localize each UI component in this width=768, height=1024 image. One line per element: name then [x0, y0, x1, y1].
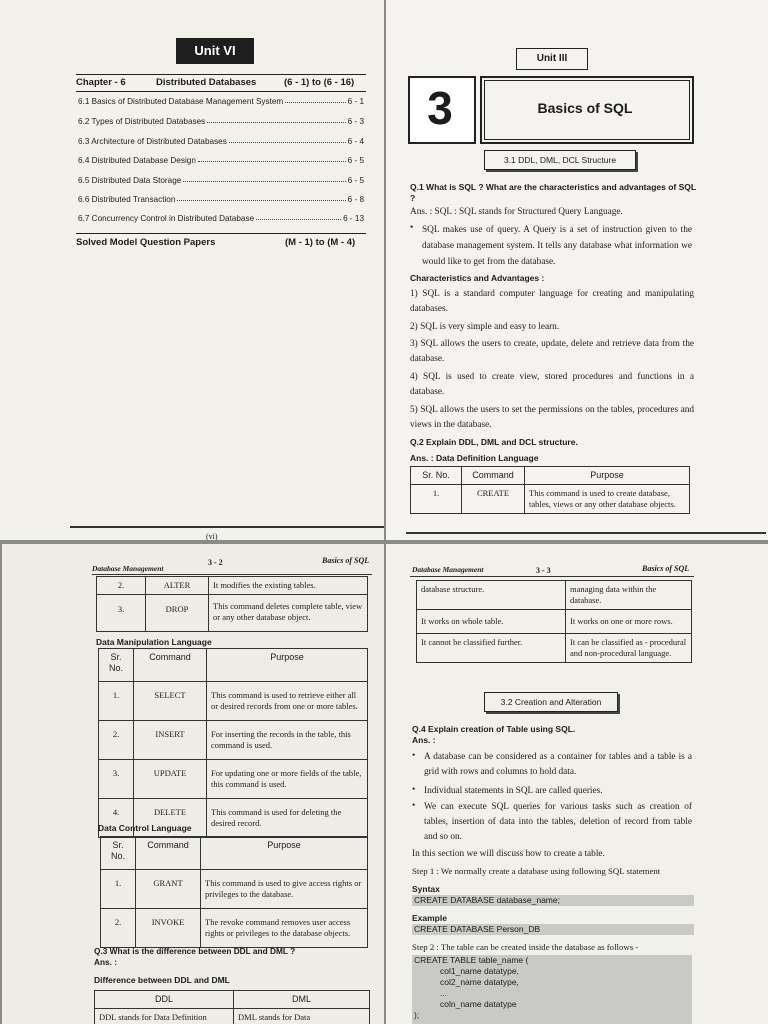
chapter-label: Chapter - 6: [76, 77, 126, 88]
cell-purpose: This command is used for deleting the desired record.: [207, 799, 368, 838]
cell-command: INSERT: [134, 721, 207, 760]
cell-purpose: This command deletes complete table, view or any other database object.: [209, 595, 368, 632]
step-2: Step 2 : The table can be created inside the database as follows -: [412, 942, 639, 952]
question-3: Q.3 What is the difference between DDL and DML ?: [94, 946, 296, 956]
characteristic-item: 3) SQL allows the users to create, update, delete and retrieve data from the database.: [410, 339, 694, 364]
toc-entry: 6.1 Basics of Distributed Database Management System 6 - 1: [78, 97, 364, 106]
running-header-page: 3 - 2: [208, 558, 223, 567]
chapter-title: Distributed Databases: [156, 77, 257, 88]
solved-papers-pages: (M - 1) to (M - 4): [285, 237, 356, 248]
difference-table-continued: [416, 580, 692, 663]
characteristic-item: 4) SQL is used to create view, stored procedures and functions in a database.: [410, 372, 694, 397]
column-header: Command: [136, 837, 201, 870]
cell-command: GRANT: [136, 870, 201, 909]
answer-1: Ans. : SQL : SQL stands for Structured Query Language.: [410, 207, 623, 217]
unit-badge: Unit VI: [176, 38, 254, 64]
column-header: Sr. No.: [101, 837, 136, 870]
cell-ddl: It cannot be classified further.: [417, 634, 566, 663]
difference-table: [94, 990, 370, 1024]
characteristic-item: 2) SQL is very simple and easy to learn.: [410, 322, 560, 332]
chapter-pages: (6 - 1) to (6 - 16): [284, 77, 355, 88]
question-1: Q.1 What is SQL ? What are the characteristics and advantages of SQL ?: [410, 182, 696, 203]
cell-no: 4.: [99, 799, 134, 838]
bullet-text: We can execute SQL queries for various tasks such as creation of tables, insertion of data into the tables, deletion of record from table and so on.: [424, 802, 692, 842]
running-header-left: Database Management: [412, 565, 484, 574]
bullet-text: SQL makes use of query. A Query is a set of instruction given to the database management system. It tells any database what information we would like to get from the database.: [422, 225, 692, 267]
table-row: [417, 581, 692, 610]
code-line: coln_name datatype: [440, 999, 517, 1009]
bullet: •: [412, 751, 416, 761]
cell-ddl: It works on whole table.: [417, 610, 566, 634]
cell-dml: managing data within the database.: [566, 581, 692, 610]
dml-table: [98, 648, 368, 838]
cell-dml: DML stands for Data: [234, 1009, 370, 1024]
table-header-row: [101, 837, 368, 870]
table-row: [417, 634, 692, 663]
code-line: col1_name datatype,: [440, 966, 519, 976]
dcl-heading: Data Control Language: [98, 823, 192, 833]
characteristic-item: 5) SQL allows the users to set the permissions on the tables, procedures and views in the database.: [410, 405, 694, 430]
ddl-table: [410, 466, 690, 514]
toc-entry: 6.3 Architecture of Distributed Databases 6 - 4: [78, 137, 364, 146]
table-row: [101, 870, 368, 909]
cell-no: 1.: [101, 870, 136, 909]
cell-command: CREATE: [462, 485, 525, 514]
cell-purpose: This command is used to give access rights or privileges to the database.: [201, 870, 368, 909]
column-header: DDL: [95, 991, 234, 1009]
page-3-2: [2, 544, 384, 1024]
cell-command: ALTER: [146, 577, 209, 595]
cell-command: SELECT: [134, 682, 207, 721]
bullet: •: [410, 223, 414, 233]
column-header: Sr. No.: [99, 649, 134, 682]
table-row: [417, 610, 692, 634]
running-header-right: Basics of SQL: [322, 556, 370, 565]
difference-heading: Difference between DDL and DML: [94, 975, 230, 985]
table-header-row: [99, 649, 368, 682]
table-row: [411, 485, 690, 514]
toc-entry: 6.4 Distributed Database Design 6 - 5: [78, 156, 364, 165]
column-header: Purpose: [207, 649, 368, 682]
cell-no: 1.: [411, 485, 462, 514]
cell-no: 3.: [97, 595, 146, 632]
cell-no: 1.: [99, 682, 134, 721]
cell-ddl: DDL stands for Data Definition: [95, 1009, 234, 1024]
table-header-row: [95, 991, 370, 1009]
answer-4: Ans. :: [412, 735, 436, 745]
page-footer: (vi): [206, 532, 218, 540]
cell-purpose: The revoke command removes user access rights or privileges to the database objects.: [201, 909, 368, 948]
question-2: Q.2 Explain DDL, DML and DCL structure.: [410, 437, 578, 447]
cell-purpose: For updating one or more fields of the table, this command is used.: [207, 760, 368, 799]
step-1: Step 1 : We normally create a database using following SQL statement: [412, 866, 661, 876]
cell-no: 2.: [97, 577, 146, 595]
cell-no: 2.: [101, 909, 136, 948]
answer-3: Ans. :: [94, 957, 118, 967]
cell-command: INVOKE: [136, 909, 201, 948]
table-row: [97, 595, 368, 632]
dcl-table: [100, 836, 368, 948]
example-label: Example: [412, 913, 447, 923]
question-4: Q.4 Explain creation of Table using SQL.: [412, 724, 576, 734]
cell-purpose: For inserting the records in the table, this command is used.: [207, 721, 368, 760]
cell-ddl: database structure.: [417, 581, 566, 610]
code-line: col2_name datatype,: [440, 977, 519, 987]
cell-purpose: It modifies the existing tables.: [209, 577, 368, 595]
column-header: DML: [234, 991, 370, 1009]
solved-papers-title: Solved Model Question Papers: [76, 237, 216, 248]
intro-text: In this section we will discuss how to create a table.: [412, 849, 605, 859]
dml-heading: Data Manipulation Language: [96, 637, 212, 647]
column-header: Purpose: [525, 467, 690, 485]
column-header: Purpose: [201, 837, 368, 870]
syntax-label: Syntax: [412, 884, 440, 894]
cell-no: 3.: [99, 760, 134, 799]
running-header-right: Basics of SQL: [642, 564, 690, 573]
ddl-table-continued: [96, 576, 368, 632]
toc-entry: 6.2 Types of Distributed Databases 6 - 3: [78, 117, 364, 126]
table-row: [95, 1009, 370, 1024]
column-header: Command: [462, 467, 525, 485]
bullet: •: [412, 801, 416, 811]
bullet-text: A database can be considered as a container for tables and a table is a grid with rows and columns to hold data.: [424, 752, 692, 777]
cell-command: DROP: [146, 595, 209, 632]
running-header-left: Database Management: [92, 564, 164, 573]
section-box: 3.2 Creation and Alteration: [484, 692, 618, 712]
bullet: •: [412, 785, 416, 795]
characteristics-heading: Characteristics and Advantages :: [410, 273, 545, 283]
bullet-text: Individual statements in SQL are called queries.: [424, 786, 603, 796]
column-header: Sr. No.: [411, 467, 462, 485]
syntax-code: CREATE DATABASE database_name;: [412, 895, 694, 906]
cell-command: DELETE: [134, 799, 207, 838]
table-row: [101, 909, 368, 948]
toc-entry: 6.7 Concurrency Control in Distributed Database 6 - 13: [78, 214, 364, 223]
table-row: [97, 577, 368, 595]
section-box: 3.1 DDL, DML, DCL Structure: [484, 150, 636, 170]
cell-no: 2.: [99, 721, 134, 760]
code-line: );: [414, 1010, 420, 1020]
cell-purpose: This command is used to create database, tables, views or any other database objects.: [525, 485, 690, 514]
page-basics-of-sql: [386, 0, 768, 540]
cell-dml: It can be classified as - procedural and non-procedural language.: [566, 634, 692, 663]
code-line: ...: [440, 988, 448, 998]
page-3-3: [386, 544, 768, 1024]
chapter-number: 3: [427, 82, 453, 134]
running-header-page: 3 - 3: [536, 566, 551, 575]
characteristic-item: 1) SQL is a standard computer language for creating and manipulating databases.: [410, 289, 694, 314]
cell-purpose: This command is used to retrieve either all or desired records from one or more tables.: [207, 682, 368, 721]
create-table-code: [412, 955, 692, 1024]
table-row: [99, 682, 368, 721]
cell-command: UPDATE: [134, 760, 207, 799]
table-header-row: [411, 467, 690, 485]
cell-dml: It works on one or more rows.: [566, 610, 692, 634]
toc-entry: 6.5 Distributed Data Storage 6 - 5: [78, 176, 364, 185]
example-code: CREATE DATABASE Person_DB: [412, 924, 694, 935]
chapter-title: Basics of SQL: [537, 100, 633, 116]
page-toc: [0, 0, 384, 540]
table-row: [99, 760, 368, 799]
toc-entry: 6.6 Distributed Transaction 6 - 8: [78, 195, 364, 204]
column-header: Command: [134, 649, 207, 682]
ddl-heading: Ans. : Data Definition Language: [410, 453, 539, 463]
code-line: CREATE TABLE table_name (: [414, 955, 529, 965]
table-row: [99, 721, 368, 760]
unit-label: Unit III: [516, 48, 588, 70]
